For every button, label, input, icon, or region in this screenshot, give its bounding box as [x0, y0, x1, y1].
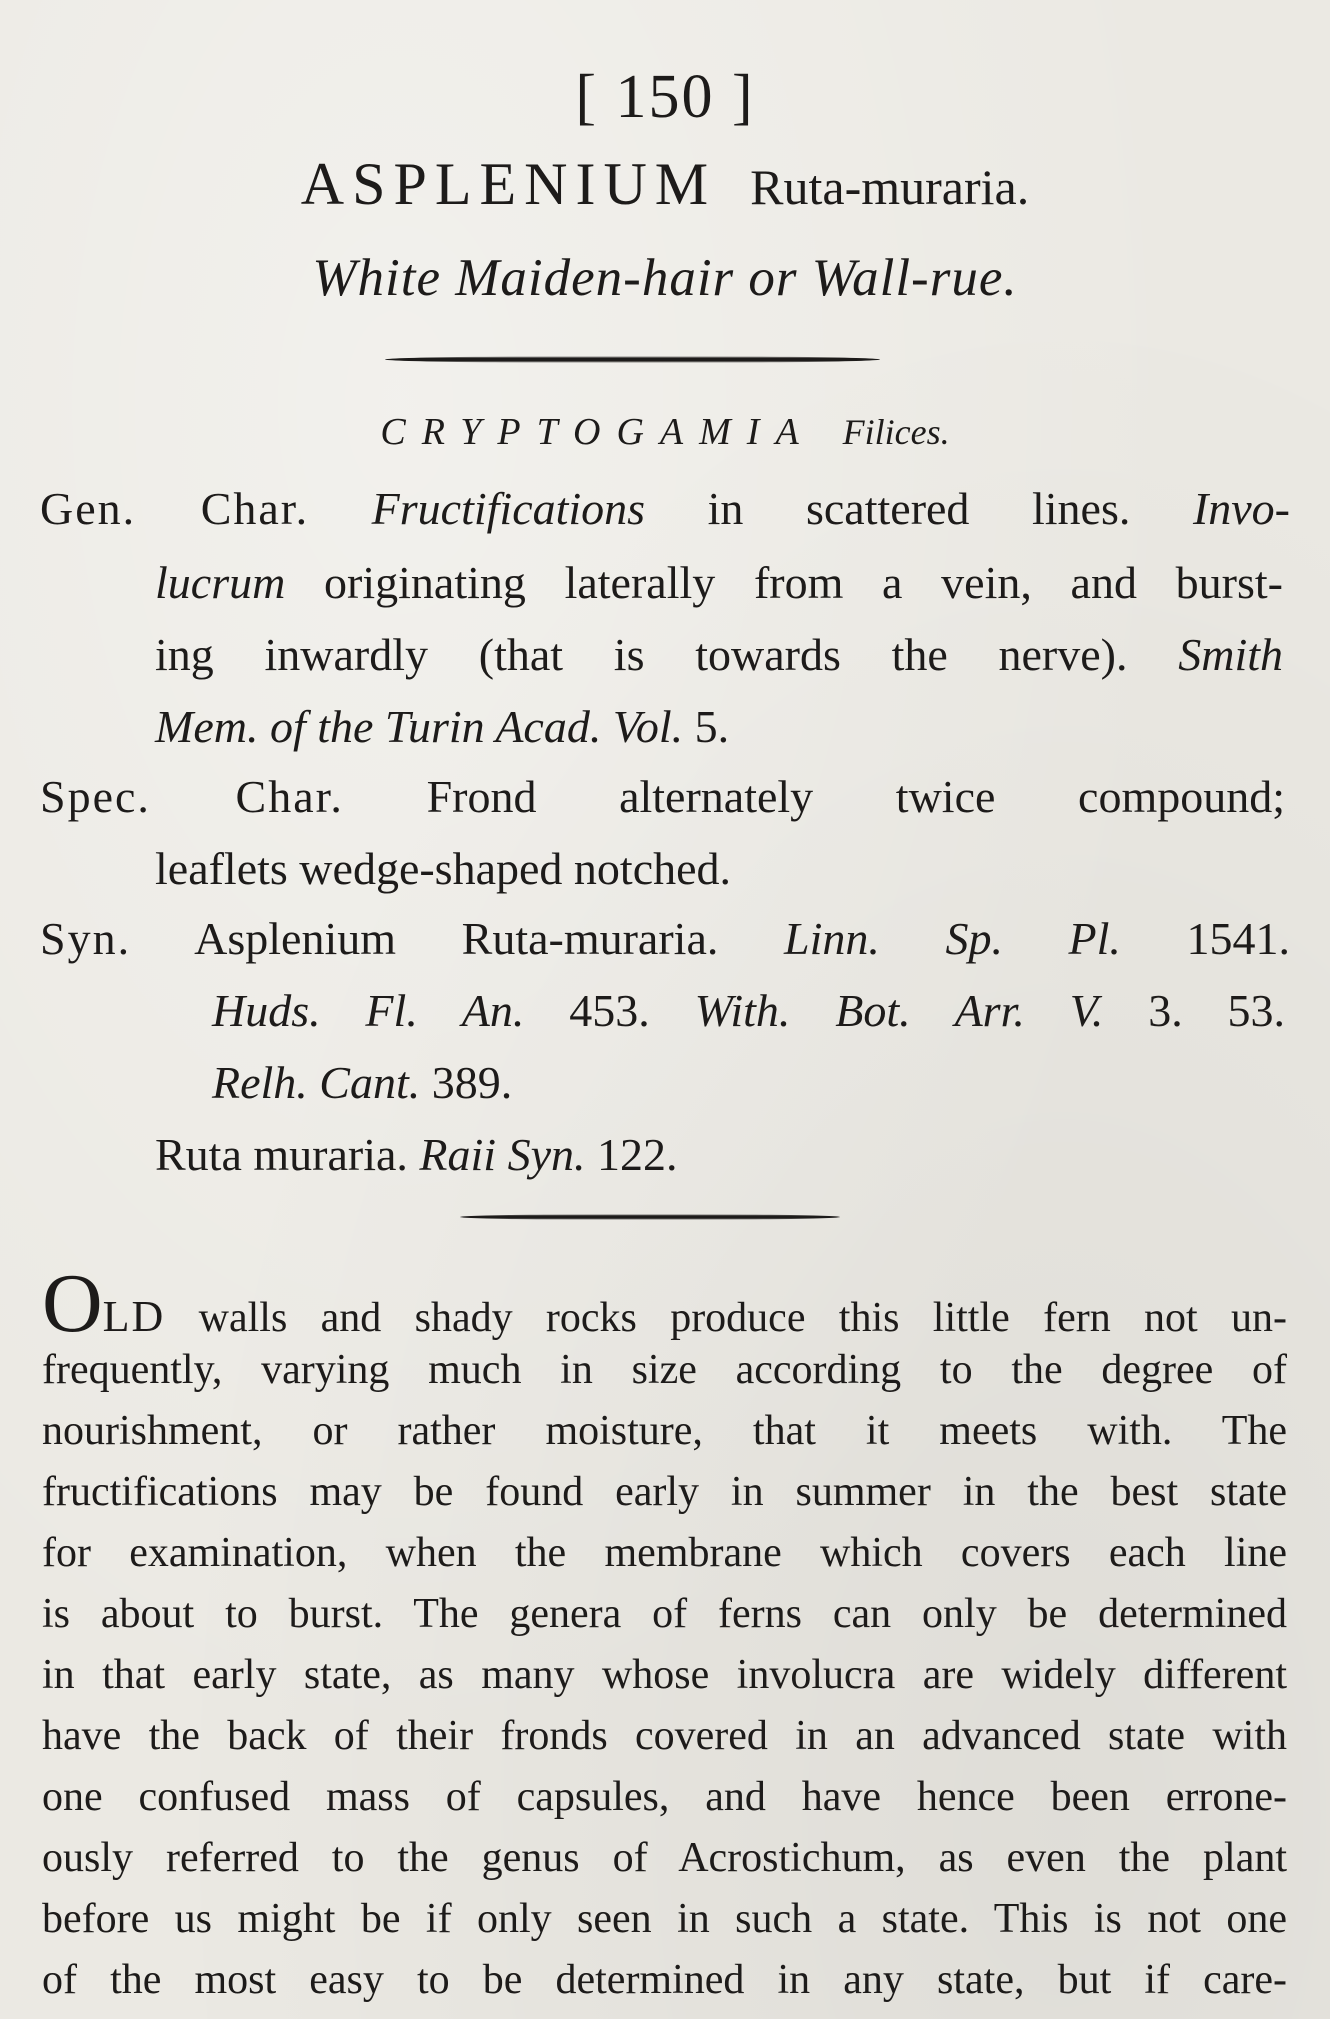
gen-char-line-2	[155, 556, 1283, 609]
syn-num: 122.	[597, 1129, 678, 1180]
syn-num: 389.	[431, 1057, 513, 1108]
spec-char-line-2: leaflets wedge-shaped notched.	[155, 843, 732, 894]
body-text: walls and shady rocks produce this little fern not un-	[198, 1295, 1288, 1341]
gen-char-line-3	[155, 628, 1283, 681]
syn-ref: Raii Syn.	[419, 1129, 586, 1180]
page-number: [ 150 ]	[575, 63, 755, 131]
body-line: frequently, varying much in size according to the degree of	[42, 1347, 1287, 1393]
classification	[0, 410, 1330, 454]
spec-char-text: Frond alternately twice compound;	[426, 771, 1286, 822]
gen-char-label	[40, 483, 309, 534]
gen-char-text: in scattered lines.	[645, 483, 1193, 534]
gen-char-text: Invo-	[1192, 483, 1290, 534]
title-genus: ASPLENIUM	[300, 151, 717, 217]
title-species: Ruta-muraria.	[750, 159, 1030, 215]
dropcap-letter: O	[42, 1257, 103, 1350]
syn-line-2	[212, 984, 1285, 1037]
body-line: one confused mass of capsules, and have hence been errone-	[42, 1774, 1287, 1820]
dropcap-rest: LD	[102, 1292, 166, 1341]
syn-ref: Linn. Sp. Pl.	[783, 913, 1121, 964]
syn-text: Ruta muraria.	[155, 1129, 408, 1180]
divider-top	[385, 356, 880, 363]
body-line: for examination, when the membrane which covers each line	[42, 1530, 1287, 1576]
body-line-1	[42, 1257, 1288, 1350]
body-line: nourishment, or rather moisture, that it meets with. The	[42, 1408, 1287, 1454]
syn-num: 1541.	[1186, 913, 1291, 964]
syn-num: 3. 53.	[1148, 985, 1286, 1036]
body-line: in that early state, as many whose involucra are widely different	[42, 1652, 1287, 1698]
gen-char-line-1	[40, 482, 1290, 535]
syn-line-1	[40, 912, 1290, 965]
gen-char-text: 5.	[683, 701, 730, 752]
body-line: fructifications may be found early in summer in the best state	[42, 1469, 1287, 1515]
syn-line-4	[155, 1128, 678, 1181]
syn-text: Asplenium Ruta-muraria.	[194, 913, 719, 964]
gen-char-text: lucrum	[155, 557, 286, 608]
title	[0, 150, 1330, 219]
gen-char-text: Mem. of the Turin Acad. Vol.	[155, 701, 684, 752]
gen-char-text: ing inwardly (that is towards the nerve).	[155, 629, 1179, 680]
char-label: Char.	[235, 771, 344, 822]
dropcap	[42, 1257, 166, 1350]
gen-char-text: Fructifications	[371, 483, 646, 534]
class-name: CRYPTOGAMIA	[380, 411, 815, 453]
spec-label: Spec.	[40, 771, 151, 822]
gen-label: Gen.	[40, 483, 137, 534]
body-line: before us might be if only seen in such a state. This is not one	[42, 1896, 1287, 1942]
char-label: Char.	[200, 483, 310, 534]
syn-num: 453.	[569, 985, 650, 1036]
syn-ref: Huds. Fl. An.	[212, 985, 525, 1036]
spec-char-line-1	[40, 770, 1285, 823]
body-line: of the most easy to be determined in any state, but if care-	[42, 1957, 1287, 2003]
common-name: White Maiden-hair or Wall-rue.	[312, 249, 1018, 307]
spec-char-label	[40, 771, 344, 822]
syn-label: Syn.	[40, 913, 132, 964]
syn-ref: Relh. Cant.	[212, 1057, 421, 1108]
gen-char-text: originating laterally from a vein, and burst-	[285, 557, 1283, 608]
gen-char-text: Smith	[1178, 629, 1283, 680]
body-line: is about to burst. The genera of ferns can only be determined	[42, 1591, 1287, 1637]
divider-middle	[460, 1214, 840, 1220]
class-order: Filices.	[842, 412, 950, 452]
syn-line-3	[212, 1056, 512, 1109]
body-line: ously referred to the genus of Acrostichum, as even the plant	[42, 1835, 1287, 1881]
syn-ref: With. Bot. Arr. V.	[694, 985, 1104, 1036]
body-line: have the back of their fronds covered in an advanced state with	[42, 1713, 1287, 1759]
gen-char-line-4	[155, 700, 729, 753]
